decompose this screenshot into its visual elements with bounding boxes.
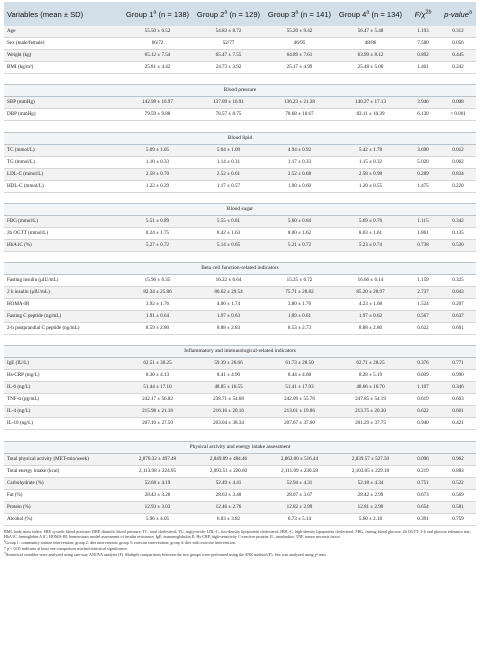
variable-cell: Fasting insulin (μIU/mL) xyxy=(4,275,122,287)
p-value-cell: 0.135 xyxy=(440,227,476,239)
variable-cell: 2-h postprandial C peptide (ng/mL) xyxy=(4,323,122,335)
group-2-cell: 6.03 ± 3.82 xyxy=(193,513,264,525)
statistic-cell: 0.673 xyxy=(406,489,440,501)
group-4-cell: 56.47 ± 5.48 xyxy=(335,26,406,38)
group-4-cell: 1.15 ± 0.32 xyxy=(335,156,406,168)
statistic-cell: 0.376 xyxy=(406,358,440,370)
group-1-cell: 25.81 ± 4.42 xyxy=(122,62,193,74)
section-header-row xyxy=(4,203,476,215)
section-header-row xyxy=(4,441,476,453)
section-title: Blood pressure xyxy=(4,85,476,97)
group-2-cell: 137.09 ± 16.91 xyxy=(193,97,264,109)
variable-cell: HbA1C (%) xyxy=(4,239,122,251)
group-2-cell: 8.42 ± 1.63 xyxy=(193,227,264,239)
section-title: Physical activity and energy intake assessment xyxy=(4,441,476,453)
group-3-cell: 15.25 ± 6.72 xyxy=(264,275,335,287)
group-3-cell: 207.67 ± 37.60 xyxy=(264,418,335,430)
group-3-cell: 5.21 ± 0.72 xyxy=(264,239,335,251)
group-4-cell: 5.69 ± 0.76 xyxy=(335,215,406,227)
section-spacer-cell xyxy=(4,121,476,132)
group-3-cell: 8.00 ± 1.62 xyxy=(264,227,335,239)
footnote-text: Group 1: community routine intervention; group 2: diet intervention; group 3: exercise intervention; group 4: diet with exercise intervention. xyxy=(5,540,236,546)
group-2-cell: 5.14 ± 0.65 xyxy=(193,239,264,251)
variable-cell: 2h OGTT (mmol/L) xyxy=(4,227,122,239)
group-1-cell: 2,113.98 ± 224.95 xyxy=(122,465,193,477)
group-2-cell: 2.52 ± 0.61 xyxy=(193,168,264,180)
p-value-cell: 0.569 xyxy=(440,489,476,501)
statistic-cell: 0.219 xyxy=(406,465,440,477)
variable-cell: FBG (mmol/L) xyxy=(4,215,122,227)
group-4-cell: 140.27 ± 17.13 xyxy=(335,97,406,109)
group-4-cell: 213.75 ± 20.30 xyxy=(335,406,406,418)
table-row xyxy=(4,180,476,192)
table-row xyxy=(4,144,476,156)
variable-cell: HOMA-IR xyxy=(4,299,122,311)
p-value-cell: 0.445 xyxy=(440,50,476,62)
footnote-text: * p < 0.05 indicates at least one comparison reached statistical significance. xyxy=(4,546,128,552)
variable-cell: Protein (%) xyxy=(4,501,122,513)
variable-cell: Alcohol (%) xyxy=(4,513,122,525)
table-row xyxy=(4,465,476,477)
table-row xyxy=(4,418,476,430)
group-3-cell: 28.07 ± 3.67 xyxy=(264,489,335,501)
group-2-cell: 2,093.51 ± 220.60 xyxy=(193,465,264,477)
group-2-cell: 5.04 ± 1.09 xyxy=(193,144,264,156)
section-spacer xyxy=(4,251,476,262)
footnote-text: Numerical variables were analyzed using one-way ANOVA analysis (F). Multiple comparisons between the two groups were performed using the SNK method (F). Sex was analyzed using χ² tests. xyxy=(5,552,327,558)
section-header-row xyxy=(4,263,476,275)
statistic-cell: 1.475 xyxy=(406,180,440,192)
variable-cell: IL-6 (ng/L) xyxy=(4,382,122,394)
group-1-cell: 1.91 ± 0.64 xyxy=(122,311,193,323)
table-row xyxy=(4,501,476,513)
statistic-cell: 5.020 xyxy=(406,156,440,168)
group-3-cell: 46/95 xyxy=(264,38,335,50)
statistic-cell: 0.391 xyxy=(406,513,440,525)
table-row xyxy=(4,370,476,382)
statistic-cell: 1.107 xyxy=(406,382,440,394)
table-row xyxy=(4,394,476,406)
section-spacer-cell xyxy=(4,335,476,346)
group-3-cell: 2,111.09 ± 230.58 xyxy=(264,465,335,477)
p-value-cell: 0.883 xyxy=(440,465,476,477)
group-4-cell: 12.81 ± 2.90 xyxy=(335,501,406,513)
group-3-cell: 242.09 ± 55.76 xyxy=(264,394,335,406)
statistic-cell: 0.940 xyxy=(406,418,440,430)
group-3-cell: 75.71 ± 28.82 xyxy=(264,287,335,299)
variable-cell: Age xyxy=(4,26,122,38)
footnote xyxy=(4,540,476,546)
group-1-cell: 15.96 ± 6.35 xyxy=(122,275,193,287)
p-value-cell: 0.637 xyxy=(440,311,476,323)
group-4-cell: 5.23 ± 0.74 xyxy=(335,239,406,251)
table-row xyxy=(4,227,476,239)
group-2-header: Group 2$^a$ (n = 129) xyxy=(196,8,261,19)
group-3-cell: 25.17 ± 4.99 xyxy=(264,62,335,74)
section-spacer xyxy=(4,74,476,85)
group-3-cell: 5.60 ± 0.84 xyxy=(264,215,335,227)
section-header-row xyxy=(4,132,476,144)
table-row xyxy=(4,109,476,121)
variable-cell: TG (mmol/L) xyxy=(4,156,122,168)
group-3-cell: 8.44 ± 4.68 xyxy=(264,370,335,382)
group-3-cell: 52.94 ± 4.31 xyxy=(264,477,335,489)
group-2-cell: 8.88 ± 2.83 xyxy=(193,323,264,335)
variable-cell: DBP (mmHg) xyxy=(4,109,122,121)
group-4-cell: 62.71 ± 28.25 xyxy=(335,358,406,370)
variable-cell: IL-4 (ng/L) xyxy=(4,406,122,418)
baseline-characteristics-table xyxy=(4,2,476,526)
group-4-cell: 16.66 ± 6.14 xyxy=(335,275,406,287)
statistic-cell: 0.039 xyxy=(406,370,440,382)
variable-cell: BMI (kg/m²) xyxy=(4,62,122,74)
group-2-cell: 203.04 ± 38.34 xyxy=(193,418,264,430)
group-2-cell: 238.71 ± 54.68 xyxy=(193,394,264,406)
p-value-cell: 0.601 xyxy=(440,406,476,418)
p-value-cell: 0.530 xyxy=(440,239,476,251)
p-value-cell: 0.522 xyxy=(440,477,476,489)
p-value-cell: 0.581 xyxy=(440,501,476,513)
section-title: Beta cell function-related indicators xyxy=(4,263,476,275)
p-value-cell: 0.056 xyxy=(440,38,476,50)
statistic-cell: 0.654 xyxy=(406,501,440,513)
section-spacer-cell xyxy=(4,251,476,262)
table-row xyxy=(4,513,476,525)
group-2-cell: 54.83 ± 8.72 xyxy=(193,26,264,38)
variable-cell: IgE (IU/L) xyxy=(4,358,122,370)
variable-cell: Total energy intake (kcal) xyxy=(4,465,122,477)
group-2-cell: 52/77 xyxy=(193,38,264,50)
group-4-cell: 8.88 ± 2.80 xyxy=(335,323,406,335)
variable-cell: Total physical activity (MET-min/week) xyxy=(4,453,122,465)
group-1-cell: 12.93 ± 3.03 xyxy=(122,501,193,513)
statistic-cell: 0.622 xyxy=(406,323,440,335)
variable-cell: Sex (male/female) xyxy=(4,38,122,50)
variable-cell: Fat (%) xyxy=(4,489,122,501)
group-3-cell: 1.00 ± 0.60 xyxy=(264,180,335,192)
table-row xyxy=(4,477,476,489)
section-spacer xyxy=(4,335,476,346)
group-1-cell: 2.58 ± 0.70 xyxy=(122,168,193,180)
group-2-cell: 1.97 ± 0.63 xyxy=(193,311,264,323)
group-1-cell: 2,870.32 ± 497.48 xyxy=(122,453,193,465)
group-4-header: Group 4$^a$ (n = 134) xyxy=(338,8,403,19)
group-2-cell: 78.57 ± 8.75 xyxy=(193,109,264,121)
group-3-cell: 4.94 ± 0.92 xyxy=(264,144,335,156)
footnote xyxy=(4,552,476,558)
footnote xyxy=(4,529,476,540)
group-1-cell: 28.43 ± 3.26 xyxy=(122,489,193,501)
p-value-cell: 0.220 xyxy=(440,180,476,192)
group-1-cell: 55.50 ± 6.52 xyxy=(122,26,193,38)
section-title: Inflammatory and immunological-related indicators xyxy=(4,346,476,358)
group-2-cell: 5.55 ± 0.81 xyxy=(193,215,264,227)
group-1-cell: 52.68 ± 4.19 xyxy=(122,477,193,489)
group-4-cell: 4.23 ± 1.68 xyxy=(335,299,406,311)
table-row xyxy=(4,287,476,299)
group-1-cell: 5.51 ± 0.89 xyxy=(122,215,193,227)
section-spacer xyxy=(4,121,476,132)
table-row xyxy=(4,453,476,465)
table-row xyxy=(4,26,476,38)
table-row xyxy=(4,156,476,168)
group-2-cell: 8.41 ± 4.90 xyxy=(193,370,264,382)
section-header-row xyxy=(4,346,476,358)
group-3-cell: 136.23 ± 21.38 xyxy=(264,97,335,109)
variable-cell: Weight (kg) xyxy=(4,50,122,62)
group-2-cell: 59.39 ± 26.66 xyxy=(193,358,264,370)
group-1-cell: 8.59 ± 2.80 xyxy=(122,323,193,335)
statistic-cell: 3.690 xyxy=(406,144,440,156)
group-1-cell: 82.34 ± 25.86 xyxy=(122,287,193,299)
statistic-cell: 2.737 xyxy=(406,287,440,299)
group-1-cell: 5.27 ± 0.72 xyxy=(122,239,193,251)
variable-cell: Hs-CRP (mg/L) xyxy=(4,370,122,382)
group-3-cell: 213.61 ± 19.86 xyxy=(264,406,335,418)
group-4-cell: 28.42 ± 2.99 xyxy=(335,489,406,501)
table-row xyxy=(4,299,476,311)
group-3-header: Group 3$^a$ (n = 141) xyxy=(267,8,332,19)
group-4-cell: 5.60 ± 2.18 xyxy=(335,513,406,525)
variable-cell: 2 h insulin (μIU/mL) xyxy=(4,287,122,299)
group-3-cell: 1.89 ± 0.61 xyxy=(264,311,335,323)
group-2-cell: 16.22 ± 6.64 xyxy=(193,275,264,287)
p-value-cell: 0.759 xyxy=(440,513,476,525)
p-value-cell: 0.207 xyxy=(440,299,476,311)
statistic-cell: 0.892 xyxy=(406,50,440,62)
group-2-cell: 2,849.89 ± 484.46 xyxy=(193,453,264,465)
group-2-cell: 4.00 ± 1.74 xyxy=(193,299,264,311)
statistic-cell: 1.115 xyxy=(406,215,440,227)
p-value-cell: 0.346 xyxy=(440,382,476,394)
table-row xyxy=(4,239,476,251)
group-1-cell: 215.98 ± 21.18 xyxy=(122,406,193,418)
group-1-cell: 62.51 ± 30.25 xyxy=(122,358,193,370)
group-1-cell: 65.12 ± 7.54 xyxy=(122,50,193,62)
variable-cell: IL-10 (ng/L) xyxy=(4,418,122,430)
group-3-cell: 61.73 ± 28.50 xyxy=(264,358,335,370)
section-header-row xyxy=(4,85,476,97)
group-4-cell: 8.28 ± 5.19 xyxy=(335,370,406,382)
p-value-cell: 0.012 xyxy=(440,144,476,156)
table-row xyxy=(4,406,476,418)
variable-cell: TC (mmol/L) xyxy=(4,144,122,156)
variable-cell: Fasting C peptide (ng/mL) xyxy=(4,311,122,323)
p-value-cell: 0.834 xyxy=(440,168,476,180)
variable-cell: Carbohydrate (%) xyxy=(4,477,122,489)
group-4-cell: 2,839.57 ± 527.50 xyxy=(335,453,406,465)
variables-header: Variables (mean ± SD) xyxy=(7,9,84,19)
group-2-cell: 1.14 ± 0.31 xyxy=(193,156,264,168)
variable-cell: LDL-C (mmol/L) xyxy=(4,168,122,180)
section-spacer xyxy=(4,430,476,441)
group-4-cell: 247.85 ± 54.19 xyxy=(335,394,406,406)
group-3-cell: 3.80 ± 1.76 xyxy=(264,299,335,311)
footnote-text: BMI, body mass index; SBP, systolic blood pressure; DBP, diastolic blood pressure; TC, total cholesterol; TG, triglyceride; LDL-C, low-density lipoprotein cholesterol; HDL-C, high-density lipoprotein cholesterol; FBG, fasting blood glucose; 2h OGTT, 2-h oral glucose tolerance test; HbA1C, hemoglobin A1C; HOMA-IR, homeostasis model assessment of insulin resistance; IgE, immunoglobulin E; Hs-CRP, high-sensitivity C-reactive protein; IL, interleukin; TNF, tumor necrosis factor. xyxy=(4,528,471,540)
footnote-marker: a xyxy=(4,539,6,543)
section-title: Blood lipid xyxy=(4,132,476,144)
group-1-cell: 207.10 ± 27.50 xyxy=(122,418,193,430)
statistic-cell: 1.524 xyxy=(406,299,440,311)
group-2-cell: 1.17 ± 0.57 xyxy=(193,180,264,192)
table-row xyxy=(4,97,476,109)
group-3-cell: 55.20 ± 9.42 xyxy=(264,26,335,38)
group-3-cell: 2,862.00 ± 516.44 xyxy=(264,453,335,465)
footnote-marker: b xyxy=(4,550,6,555)
p-value-cell: < 0.001 xyxy=(440,109,476,121)
group-1-cell: 3.92 ± 1.76 xyxy=(122,299,193,311)
p-value-cell: 0.043 xyxy=(440,287,476,299)
group-1-header: Group 1$^a$ (n = 138) xyxy=(125,8,190,19)
statistic-cell: 0.096 xyxy=(406,453,440,465)
group-4-cell: 201.29 ± 37.75 xyxy=(335,418,406,430)
group-4-cell: 2,103.05 ± 229.18 xyxy=(335,465,406,477)
p-value-cell: 0.242 xyxy=(440,62,476,74)
group-4-cell: 25.48 ± 5.00 xyxy=(335,62,406,74)
section-spacer-cell xyxy=(4,74,476,85)
group-3-cell: 1.17 ± 0.33 xyxy=(264,156,335,168)
group-4-cell: 85.20 ± 28.97 xyxy=(335,287,406,299)
group-2-cell: 12.46 ± 2.76 xyxy=(193,501,264,513)
group-1-cell: 8.24 ± 1.75 xyxy=(122,227,193,239)
statistic-cell: 0.622 xyxy=(406,406,440,418)
group-1-cell: 79.59 ± 9.88 xyxy=(122,109,193,121)
group-3-cell: 51.41 ± 17.93 xyxy=(264,382,335,394)
group-4-cell: 83.11 ± 10.39 xyxy=(335,109,406,121)
section-title: Blood sugar xyxy=(4,203,476,215)
group-3-cell: 8.53 ± 2.73 xyxy=(264,323,335,335)
group-4-cell: 5.42 ± 1.78 xyxy=(335,144,406,156)
group-1-cell: 242.17 ± 56.82 xyxy=(122,394,193,406)
group-3-cell: 12.82 ± 2.99 xyxy=(264,501,335,513)
p-value-cell: 0.990 xyxy=(440,370,476,382)
statistic-cell: 0.567 xyxy=(406,311,440,323)
header-row xyxy=(4,2,476,26)
group-4-cell: 52.18 ± 4.34 xyxy=(335,477,406,489)
statistic-cell: 1.401 xyxy=(406,62,440,74)
table-row xyxy=(4,311,476,323)
p-value-cell: 0.325 xyxy=(440,275,476,287)
group-1-cell: 8.30 ± 4.13 xyxy=(122,370,193,382)
statistic-cell: 0.619 xyxy=(406,394,440,406)
p-value-cell: 0.342 xyxy=(440,215,476,227)
variable-cell: SBP (mmHg) xyxy=(4,97,122,109)
group-1-cell: 1.22 ± 0.29 xyxy=(122,180,193,192)
variable-cell: TNF-α (pg/mL) xyxy=(4,394,122,406)
statistic-cell: 0.751 xyxy=(406,477,440,489)
group-4-cell: 48.66 ± 16.70 xyxy=(335,382,406,394)
statistic-header: $F/\chi^{2b}$ xyxy=(414,8,432,19)
p-value-cell: 0.962 xyxy=(440,453,476,465)
group-2-cell: 65.47 ± 7.55 xyxy=(193,50,264,62)
table-row xyxy=(4,215,476,227)
section-spacer-cell xyxy=(4,192,476,203)
group-4-cell: 1.97 ± 0.62 xyxy=(335,311,406,323)
group-1-cell: 66/72 xyxy=(122,38,193,50)
statistic-cell: 0.738 xyxy=(406,239,440,251)
p-value-cell: 0.771 xyxy=(440,358,476,370)
group-1-cell: 1.10 ± 0.33 xyxy=(122,156,193,168)
group-3-cell: 2.52 ± 0.68 xyxy=(264,168,335,180)
group-3-cell: 78.68 ± 10.67 xyxy=(264,109,335,121)
group-2-cell: 48.85 ± 16.55 xyxy=(193,382,264,394)
table-body xyxy=(4,26,476,525)
group-4-cell: 48/86 xyxy=(335,38,406,50)
p-value-cell: 0.002 xyxy=(440,156,476,168)
section-spacer xyxy=(4,192,476,203)
group-1-cell: 5.09 ± 1.05 xyxy=(122,144,193,156)
group-4-cell: 2.58 ± 0.98 xyxy=(335,168,406,180)
group-2-cell: 52.49 ± 4.41 xyxy=(193,477,264,489)
table-row xyxy=(4,323,476,335)
table-row xyxy=(4,168,476,180)
table-footnotes xyxy=(4,529,476,558)
section-spacer-cell xyxy=(4,430,476,441)
group-2-cell: 28.63 ± 3.40 xyxy=(193,489,264,501)
p-value-cell: 0.603 xyxy=(440,394,476,406)
p-value-cell: 0.008 xyxy=(440,97,476,109)
statistic-cell: 3.946 xyxy=(406,97,440,109)
p-value-cell: 0.312 xyxy=(440,26,476,38)
group-1-cell: 142.98 ± 16.97 xyxy=(122,97,193,109)
table-row xyxy=(4,489,476,501)
p-value-header: p-value$^a$ xyxy=(444,8,472,19)
group-2-cell: 24.73 ± 3.92 xyxy=(193,62,264,74)
group-3-cell: 64.89 ± 7.61 xyxy=(264,50,335,62)
p-value-cell: 0.421 xyxy=(440,418,476,430)
variable-cell: HDL-C (mmol/L) xyxy=(4,180,122,192)
table-row xyxy=(4,382,476,394)
statistic-cell: 6.130 xyxy=(406,109,440,121)
statistic-cell: 1.861 xyxy=(406,227,440,239)
statistic-cell: 7.580 xyxy=(406,38,440,50)
group-2-cell: 80.62 ± 29.54 xyxy=(193,287,264,299)
group-1-cell: 51.44 ± 17.10 xyxy=(122,382,193,394)
table-row xyxy=(4,50,476,62)
table-row xyxy=(4,62,476,74)
group-4-cell: 63.99 ± 8.12 xyxy=(335,50,406,62)
group-1-cell: 5.96 ± 4.05 xyxy=(122,513,193,525)
group-4-cell: 8.03 ± 1.61 xyxy=(335,227,406,239)
group-4-cell: 1.20 ± 0.55 xyxy=(335,180,406,192)
table-header xyxy=(4,2,476,26)
group-2-cell: 216.16 ± 20.16 xyxy=(193,406,264,418)
table-row xyxy=(4,38,476,50)
p-value-cell: 0.601 xyxy=(440,323,476,335)
table-row xyxy=(4,358,476,370)
table-row xyxy=(4,275,476,287)
statistic-cell: 0.289 xyxy=(406,168,440,180)
statistic-cell: 1.193 xyxy=(406,26,440,38)
statistic-cell: 1.159 xyxy=(406,275,440,287)
group-3-cell: 6.73 ± 5.14 xyxy=(264,513,335,525)
